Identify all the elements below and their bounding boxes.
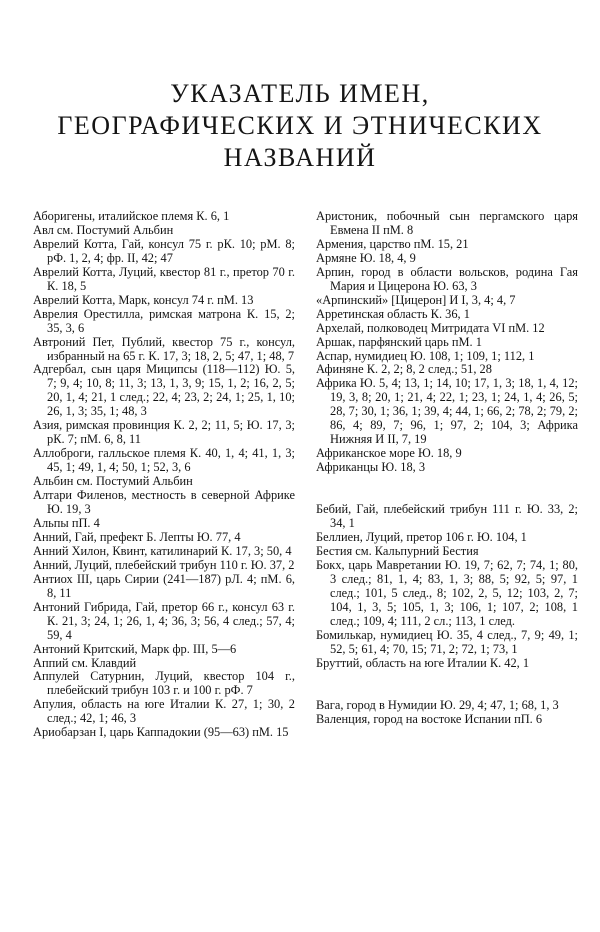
section-v-entries: [316, 699, 578, 727]
index-entry: Антоний Гибрида, Гай, претор 66 г., консул 63 г. К. 21, 3; 24, 1; 26, 1, 4; 36, 3; 56, 4 след.; 57, 4; 59, 4: [33, 599, 295, 642]
section-gap: [316, 475, 578, 503]
index-entry: Аппий см. Клавдий: [33, 655, 137, 670]
title-line-2: ГЕОГРАФИЧЕСКИХ И ЭТНИЧЕСКИХ НАЗВАНИЙ: [57, 111, 543, 172]
index-entry: Адгербал, сын царя Миципсы (118—112) Ю. 5, 7; 9, 4; 10, 8; 11, 3; 13, 1, 3, 9; 15, 1, 2; 16, 2, 5; 20, 1, 4; 21, 1 след.; 22, 4; 23, 2; 24, 1; 25, 1, 10; 26, 1, 3; 35, 1; 48, 3: [33, 362, 295, 419]
index-entry: Автроний Пет, Публий, квестор 75 г., консул, избранный на 65 г. К. 17, 3; 18, 2, 5; 47, 1; 48, 7: [33, 334, 295, 363]
index-entry: Аврелия Орестилла, римская матрона К. 15, 2; 35, 3, 6: [33, 306, 295, 335]
index-entry: Архелай, полководец Митридата VI пМ. 12: [316, 320, 545, 335]
index-entry: Аллоброги, галльское племя К. 40, 1, 4; 41, 1, 3; 45, 1; 49, 1, 4; 50, 1; 52, 3, 6: [33, 446, 295, 475]
index-entry: Бруттий, область на юге Италии К. 42, 1: [316, 655, 530, 670]
index-entry: Африка Ю. 5, 4; 13, 1; 14, 10; 17, 1, 3; 18, 1, 4, 12; 19, 3, 8; 20, 1; 21, 4; 22, 1; 23, 1; 24, 1, 4; 26, 5; 28, 7; 30, 1; 36, 1; 39, 4; 44, 1; 66, 2; 78, 2; 79, 2; 86, 4; 89, 7; 96, 1; 97, 2; 104, 3; Африка Нижняя И II, 7, 19: [316, 376, 578, 447]
index-entry: Аристоник, побочный сын пергамского царя Евмена II пМ. 8: [316, 209, 578, 237]
index-entry: Анний Хилон, Квинт, катилинарий К. 17, 3; 50, 4: [33, 543, 292, 558]
index-entry: Альпы пП. 4: [33, 515, 100, 530]
index-entry: Бомилькар, нумидиец Ю. 35, 4 след., 7, 9; 49, 1; 52, 5; 61, 4; 70, 15; 71, 2; 72, 1; 73, 1: [316, 627, 578, 656]
section-a-entries: [316, 210, 578, 475]
index-entry: Валенция, город на востоке Испании пП. 6: [316, 711, 543, 726]
index-entry: Африканцы Ю. 18, 3: [316, 460, 426, 475]
index-entry: Анний, Гай, префект Б. Лепты Ю. 77, 4: [33, 529, 241, 544]
index-entry: Аршак, парфянский царь пМ. 1: [316, 334, 482, 349]
index-entry: Арретинская область К. 36, 1: [316, 306, 470, 321]
index-entry: Алтари Филенов, местность в северной Африке Ю. 19, 3: [33, 488, 295, 517]
index-entry: Аврелий Котта, Гай, консул 75 г. рК. 10; рМ. 8; рФ. 1, 2, 4; фр. II, 42; 47: [33, 236, 295, 265]
index-entry: Антоний Критский, Марк фр. III, 5—6: [33, 641, 237, 656]
index-entry: Армяне Ю. 18, 4, 9: [316, 250, 416, 265]
index-entry: Африканское море Ю. 18, 9: [316, 446, 462, 461]
index-entry: Бебий, Гай, плебейский трибун 111 г. Ю. 33, 2; 34, 1: [316, 502, 578, 531]
index-entry: Ариобарзан I, царь Каппадокии (95—63) пМ. 15: [33, 725, 289, 740]
index-entry: Апулия, область на юге Италии К. 27, 1; 30, 2 след.; 42, 1; 46, 3: [33, 697, 295, 726]
index-entry: Афиняне К. 2, 2; 8, 2 след.; 51, 28: [316, 362, 492, 377]
index-entry: Арпин, город в области вольсков, родина Гая Мария и Цицерона Ю. 63, 3: [316, 264, 578, 293]
page-title: [30, 78, 570, 174]
index-entry: «Арпинский» [Цицерон] И I, 3, 4; 4, 7: [316, 292, 516, 307]
index-entry: Беллиен, Луций, претор 106 г. Ю. 104, 1: [316, 530, 527, 545]
index-entry: Альбин см. Постумий Альбин: [33, 474, 193, 489]
index-entry: Антиох III, царь Сирии (241—187) рЛ. 4; пМ. 6, 8, 11: [33, 571, 295, 600]
index-entry: Анний, Луций, плебейский трибун 110 г. Ю. 37, 2: [33, 557, 295, 572]
index-entry: Вага, город в Нумидии Ю. 29, 4; 47, 1; 68, 1, 3: [316, 697, 559, 712]
index-entry: Авл см. Постумий Альбин: [33, 222, 174, 237]
section-gap: [316, 671, 578, 699]
title-line-1: УКАЗАТЕЛЬ ИМЕН,: [170, 79, 430, 108]
index-entry: Аспар, нумидиец Ю. 108, 1; 109, 1; 112, 1: [316, 348, 535, 363]
right-column: [316, 210, 578, 726]
index-entry: Аврелий Котта, Луций, квестор 81 г., претор 70 г. К. 18, 5: [33, 264, 295, 293]
index-entry: Аборигены, италийское племя К. 6, 1: [33, 209, 230, 223]
index-entry: Бестия см. Кальпурний Бестия: [316, 543, 479, 558]
section-b-entries: [316, 503, 578, 670]
index-entry: Аврелий Котта, Марк, консул 74 г. пМ. 13: [33, 292, 254, 307]
index-entry: Бокх, царь Мавретании Ю. 19, 7; 62, 7; 74, 1; 80, 3 след.; 81, 1, 4; 83, 1, 3; 88, 5; 92, 5; 97, 1 след.; 101, 5 след., 8; 102, 2, 5, 12; 103, 2, 7; 104, 1, 3, 5; 105, 1, 3; 106, 1; 107, 2; 108, 1 след.; 109, 4; 111, 2 сл.; 113, 1 след.: [316, 557, 578, 628]
index-entry: Армения, царство пМ. 15, 21: [316, 236, 469, 251]
left-column: [33, 210, 295, 740]
index-entry: Аппулей Сатурнин, Луций, квестор 104 г., плебейский трибун 103 г. и 100 г. рФ. 7: [33, 669, 295, 698]
index-entry: Азия, римская провинция К. 2, 2; 11, 5; Ю. 17, 3; рК. 7; пМ. 6, 8, 11: [33, 418, 295, 447]
